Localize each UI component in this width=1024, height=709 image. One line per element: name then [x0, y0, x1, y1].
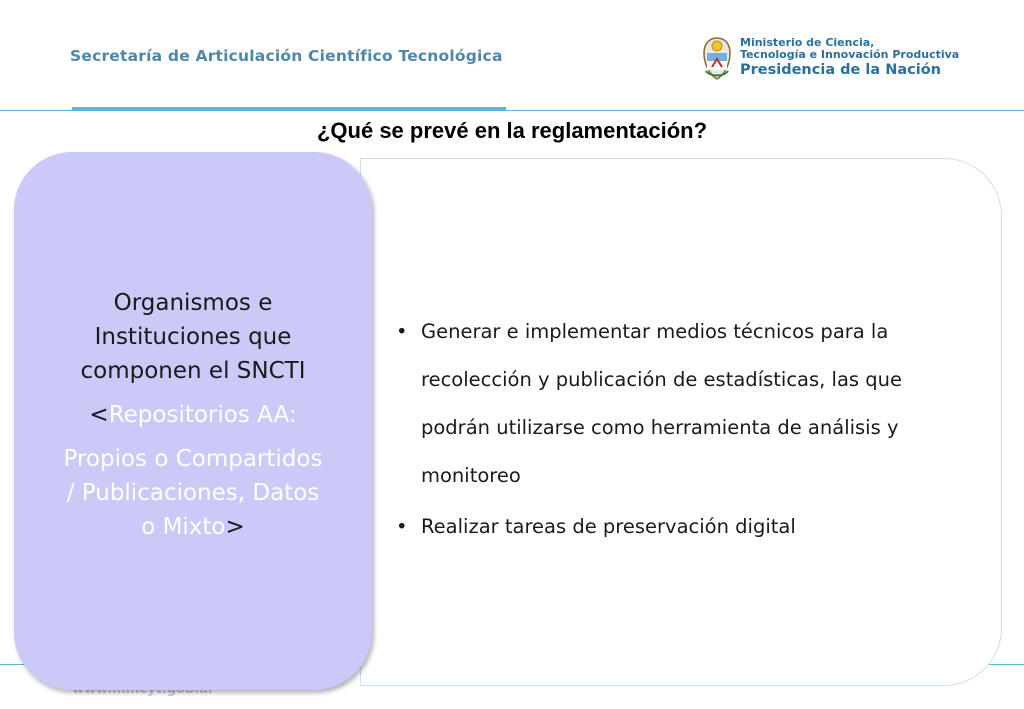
repositorios-label [14, 398, 372, 432]
list-item [396, 503, 966, 551]
organismos-line: Instituciones que [94, 324, 292, 350]
list-item-line: Generar e implementar medios técnicos para la [421, 320, 889, 343]
types-line: / Publicaciones, Datos [66, 480, 320, 506]
organismos-line: Organismos e [113, 290, 273, 316]
close-bracket: > [225, 514, 245, 540]
bullet-icon: • [396, 320, 408, 343]
header-divider [0, 110, 1024, 111]
list-item-line: monitoreo [421, 464, 521, 487]
bullet-icon: • [396, 515, 408, 538]
types-line: Propios o Compartidos [63, 446, 323, 472]
list-item-line: Realizar tareas de preservación digital [421, 515, 796, 538]
slide-title: ¿Qué se prevé en la reglamentación? [316, 118, 708, 143]
repositorios-text: Repositorios AA: [108, 402, 297, 428]
ministerio-logo-text [740, 37, 959, 78]
logo-line-1: Ministerio de Ciencia, [740, 36, 875, 49]
escudo-nacional-icon [700, 35, 734, 86]
list-item-line: podrán utilizarse como herramienta de análisis y [421, 416, 899, 439]
organismos-text [14, 286, 372, 544]
logo-line-3: Presidencia de la Nación [740, 61, 941, 78]
secretaria-title: Secretaría de Articulación Científico Tecnológica [70, 47, 503, 65]
list-item-line: recolección y publicación de estadísticas, las que [421, 368, 903, 391]
open-bracket: < [89, 402, 109, 428]
organismos-line: componen el SNCTI [80, 358, 306, 384]
types-line: o Mixto [141, 514, 226, 540]
repositorio-types [14, 510, 372, 544]
repositorio-types [14, 442, 372, 476]
actions-list [396, 308, 966, 551]
logo-line-2: Tecnología e Innovación Productiva [740, 48, 960, 62]
repositorio-types [14, 476, 372, 510]
list-item [396, 308, 966, 500]
